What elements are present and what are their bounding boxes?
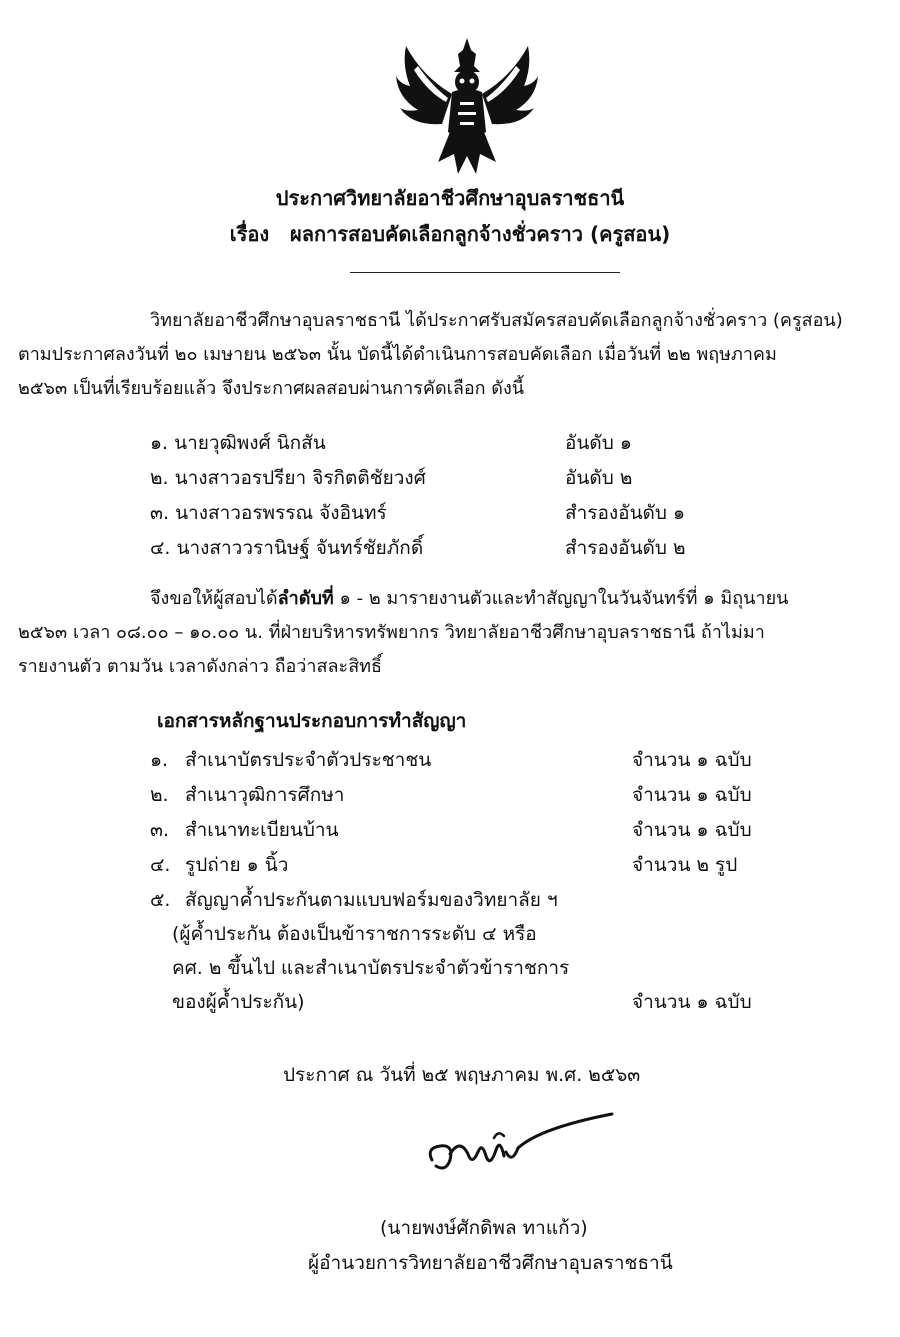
intro-line-1: วิทยาลัยอาชีวศึกษาอุบลราชธานี ได้ประกาศรับสมัครสอบคัดเลือกลูกจ้างชั่วคราว (ครูสอน) bbox=[150, 310, 843, 331]
result-name: ๓. นางสาวอรพรรณ จังอินทร์ bbox=[150, 502, 387, 524]
doc-text: สำเนาทะเบียนบ้าน bbox=[185, 819, 339, 841]
result-rank: อันดับ ๒ bbox=[565, 467, 633, 489]
result-name: ๒. นางสาวอรปรียา จิรกิตติชัยวงศ์ bbox=[150, 467, 426, 489]
doc-text: สำเนาวุฒิการศึกษา bbox=[185, 784, 345, 806]
doc-num: ๑. bbox=[150, 749, 169, 771]
announcement-date: ประกาศ ณ วันที่ ๒๕ พฤษภาคม พ.ศ. ๒๕๖๓ bbox=[283, 1064, 641, 1086]
doc-text: สัญญาค้ำประกันตามแบบฟอร์มของวิทยาลัย ฯ bbox=[185, 889, 558, 911]
doc-text: รูปถ่าย ๑ นิ้ว bbox=[185, 854, 289, 876]
result-name: ๔. นางสาววรานิษฐ์ จันทร์ชัยภักดิ์ bbox=[150, 537, 424, 559]
report-text: ๑ - ๒ มารายงานตัวและทำสัญญาในวันจันทร์ที่ ๑ มิถุนายน bbox=[339, 588, 789, 609]
subject-text: ผลการสอบคัดเลือกลูกจ้างชั่วคราว (ครูสอน) bbox=[289, 222, 671, 246]
doc-text: ของผู้ค้ำประกัน) bbox=[172, 991, 305, 1013]
title-divider bbox=[350, 272, 620, 273]
result-name: ๑. นายวุฒิพงศ์ นิกสัน bbox=[150, 432, 326, 454]
signature-icon bbox=[420, 1108, 620, 1188]
doc-qty: จำนวน ๑ ฉบับ bbox=[632, 749, 752, 771]
doc-text: คศ. ๒ ขึ้นไป และสำเนาบัตรประจำตัวข้าราชการ bbox=[172, 957, 570, 979]
report-line-1 bbox=[150, 582, 788, 616]
doc-qty: จำนวน ๑ ฉบับ bbox=[632, 784, 752, 806]
signer-position: ผู้อำนวยการวิทยาลัยอาชีวศึกษาอุบลราชธานี bbox=[308, 1252, 673, 1274]
report-line-3: รายงานตัว ตามวัน เวลาดังกล่าว ถือว่าสละสิทธิ์ bbox=[18, 656, 383, 677]
result-rank: สำรองอันดับ ๑ bbox=[565, 502, 686, 524]
report-emphasis: ลำดับที่ bbox=[277, 588, 334, 609]
result-rank: สำรองอันดับ ๒ bbox=[565, 537, 686, 559]
doc-num: ๓. bbox=[150, 819, 170, 841]
doc-qty: จำนวน ๑ ฉบับ bbox=[632, 819, 752, 841]
garuda-emblem-icon bbox=[392, 36, 542, 176]
announcement-title: ประกาศวิทยาลัยอาชีวศึกษาอุบลราชธานี bbox=[275, 186, 625, 210]
report-text: จึงขอให้ผู้สอบได้ bbox=[150, 588, 278, 609]
result-rank: อันดับ ๑ bbox=[565, 432, 632, 454]
intro-line-2: ตามประกาศลงวันที่ ๒๐ เมษายน ๒๕๖๓ นั้น บัดนี้ได้ดำเนินการสอบคัดเลือก เมื่อวันที่ ๒๒ พฤษภาคม bbox=[18, 344, 777, 365]
doc-num: ๔. bbox=[150, 854, 171, 876]
report-line-2: ๒๕๖๓ เวลา ๐๘.๐๐ – ๑๐.๐๐ น. ที่ฝ่ายบริหารทรัพยากร วิทยาลัยอาชีวศึกษาอุบลราชธานี ถ้าไม่มา bbox=[18, 622, 765, 643]
signer-name: (นายพงษ์ศักดิพล ทาแก้ว) bbox=[380, 1217, 588, 1239]
doc-text: (ผู้ค้ำประกัน ต้องเป็นข้าราชการระดับ ๔ หรือ bbox=[172, 923, 537, 945]
subject-label: เรื่อง bbox=[229, 222, 270, 246]
doc-qty: จำนวน ๒ รูป bbox=[632, 854, 738, 876]
doc-qty: จำนวน ๑ ฉบับ bbox=[632, 991, 752, 1013]
doc-num: ๒. bbox=[150, 784, 169, 806]
subject-line bbox=[0, 218, 900, 250]
intro-line-3: ๒๕๖๓ เป็นที่เรียบร้อยแล้ว จึงประกาศผลสอบผ่านการคัดเลือก ดังนี้ bbox=[18, 378, 525, 399]
doc-num: ๕. bbox=[150, 889, 171, 911]
documents-heading: เอกสารหลักฐานประกอบการทำสัญญา bbox=[157, 710, 467, 732]
doc-text: สำเนาบัตรประจำตัวประชาชน bbox=[185, 749, 432, 771]
